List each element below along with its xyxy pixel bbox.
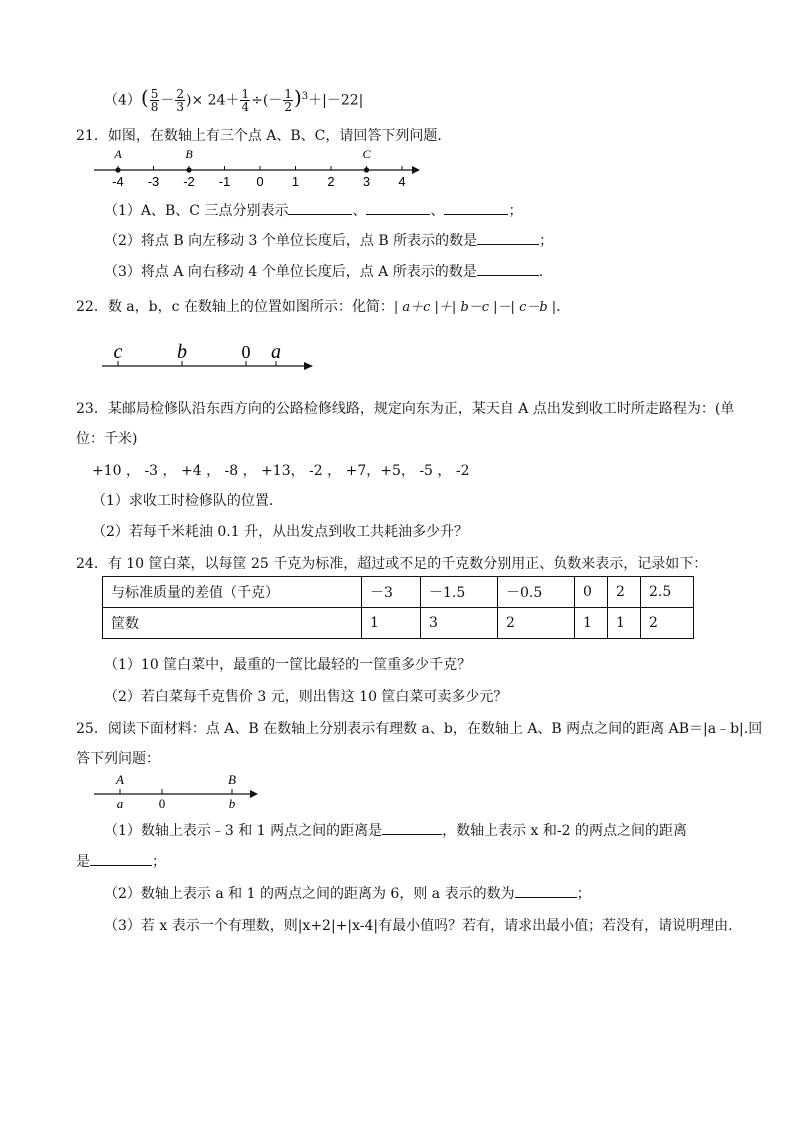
answer-blank[interactable]	[515, 883, 577, 898]
punct: ；	[539, 233, 554, 249]
fraction	[283, 88, 293, 114]
q20-4-label: （4）	[104, 92, 141, 109]
q21-sub2-text: （2）将点 B 向左移动 3 个单位长度后，点 B 所表示的数是	[104, 233, 478, 249]
tick-label: -1	[218, 174, 231, 188]
frac-num: 1	[284, 86, 292, 101]
point-label-C: C	[362, 147, 371, 161]
answer-blank[interactable]	[477, 230, 539, 245]
q21-sub3	[104, 261, 543, 281]
table-cell: 2	[498, 608, 575, 639]
paren-close: )	[293, 85, 302, 110]
answer-blank[interactable]	[382, 820, 442, 835]
q25-sub3: （3）若 x 表示一个有理数，则|x+2|+|x-4|有最小值吗？若有，请求出最小值；若没有，请说明理由.	[104, 918, 733, 934]
point-B	[186, 167, 191, 172]
point-C	[364, 167, 369, 172]
tick-label: 0	[256, 174, 264, 188]
q25-number-line	[92, 770, 262, 810]
q24-sub1: （1）10 筐白菜中，最重的一筐比最轻的一筐重多少千克？	[104, 657, 472, 673]
answer-blank[interactable]	[288, 200, 352, 215]
point-label-A: A	[114, 147, 122, 161]
tick-label: -3	[147, 174, 160, 188]
tick-label: -2	[183, 174, 195, 188]
punct: .	[538, 264, 544, 280]
label-c: c	[113, 341, 123, 363]
table-cell: －3	[362, 577, 421, 608]
label-a: a	[116, 796, 124, 810]
frac-den: 8	[150, 100, 159, 115]
q25-sub1-cont	[76, 851, 166, 871]
answer-blank[interactable]	[477, 261, 539, 276]
q25-sub1	[104, 820, 687, 840]
answer-blank[interactable]	[90, 851, 152, 866]
times-24: )× 24＋	[186, 92, 240, 109]
q21-sub3-text: （3）将点 A 向右移动 4 个单位长度后，点 A 所表示的数是	[104, 264, 477, 280]
q22-number-line	[100, 336, 315, 376]
q24-sub2: （2）若白菜每千克售价 3 元，则出售这 10 筐白菜可卖多少元？	[104, 689, 508, 705]
abs-term: ＋|－22|	[308, 92, 364, 109]
frac-num: 5	[150, 86, 159, 101]
answer-blank[interactable]	[366, 200, 430, 215]
q23-line2: 位：千米)	[76, 431, 138, 447]
frac-den: 2	[284, 100, 292, 115]
table-cell: 2	[608, 577, 641, 608]
tick-label: 4	[398, 174, 406, 188]
q25-line2: 答下列问题：	[76, 751, 160, 767]
q20-4-expression	[104, 82, 364, 115]
punct: ．	[556, 299, 571, 315]
tick-label: 2	[327, 174, 335, 188]
exponent: 3	[301, 91, 309, 102]
paren-open: (	[140, 85, 149, 110]
q23-sub1: （1）求收工时检修队的位置.	[92, 493, 274, 509]
tick-label: 1	[291, 174, 300, 188]
label-A: A	[116, 772, 124, 787]
table-row	[103, 608, 694, 639]
label-B: B	[228, 772, 236, 787]
separator: 、	[430, 203, 445, 219]
q23-sub2: （2）若每千米耗油 0.1 升，从出发点到收工共耗油多少升？	[92, 524, 469, 540]
point-label-B: B	[185, 147, 193, 161]
punct: ；	[152, 854, 166, 870]
axis-arrow	[304, 362, 313, 370]
q25-sub1-text3: 是	[76, 854, 90, 870]
q22-text: 22．数 a，b，c 在数轴上的位置如图所示：化简：	[76, 299, 394, 315]
label-b: b	[228, 796, 236, 810]
punct: ；	[508, 203, 523, 219]
fraction	[240, 88, 250, 114]
table-cell: －0.5	[498, 577, 575, 608]
label-zero: 0	[241, 342, 251, 362]
frac-num: 2	[176, 86, 185, 101]
punct: ；	[576, 886, 591, 902]
table-cell: 2.5	[641, 577, 694, 608]
answer-blank[interactable]	[444, 200, 508, 215]
divide-sign: ÷(－	[251, 92, 283, 109]
axis-arrow	[412, 166, 420, 174]
table-cell: －1.5	[421, 577, 498, 608]
axis-arrow	[250, 790, 258, 798]
table-cell: 1	[362, 608, 421, 639]
frac-den: 3	[176, 100, 185, 115]
q22-title	[76, 296, 570, 316]
q21-sub1	[104, 200, 522, 220]
fraction	[175, 88, 185, 114]
label-a: a	[271, 341, 281, 363]
q21-title: 21．如图，在数轴上有三个点 A、B、C，请回答下列问题.	[76, 128, 442, 144]
q21-number-line	[90, 146, 420, 188]
q25-sub1-text: （1）数轴上表示﹣3 和 1 两点之间的距离是	[104, 823, 383, 839]
minus-sign: －	[160, 92, 175, 109]
table-cell: 0	[575, 577, 608, 608]
q25-sub2-text: （2）数轴上表示 a 和 1 的两点之间的距离为 6，则 a 表示的数为	[104, 886, 515, 902]
tick-label: 3	[362, 174, 371, 188]
q22-expression: | a＋c |＋| b－c |－| c－b |	[393, 300, 557, 315]
q25-sub2	[104, 883, 591, 903]
table-cell: 1	[608, 608, 641, 639]
frac-den: 4	[241, 100, 250, 115]
q23-values: +10 ， -3 ， +4 ， -8 ， +13， -2 ， +7，+5， -5 ， -2	[92, 463, 470, 479]
q25-sub1-text2: ，数轴上表示 x 和-2 的两点之间的距离	[442, 823, 687, 839]
point-A	[115, 167, 120, 172]
q24-table	[102, 576, 694, 639]
table-header-cell: 筐数	[103, 608, 362, 639]
q21-sub1-text: （1）A、B、C 三点分别表示	[104, 203, 289, 219]
fraction	[150, 88, 160, 114]
label-zero: 0	[158, 796, 166, 810]
axis-ticks	[112, 147, 405, 188]
table-row	[103, 577, 694, 608]
q25-line1: 25．阅读下面材料：点 A、B 在数轴上分别表示有理数 a、b，在数轴上 A、B 两点之间的距离 AB＝|a﹣b|.回	[76, 721, 763, 737]
table-cell: 2	[641, 608, 694, 639]
separator: 、	[352, 203, 367, 219]
frac-num: 1	[241, 86, 250, 101]
table-cell: 1	[575, 608, 608, 639]
table-header-cell: 与标准质量的差值（千克）	[103, 577, 362, 608]
q23-line1: 23．某邮局检修队沿东西方向的公路检修线路，规定向东为正，某天自 A 点出发到收工时所走路程为：(单	[76, 401, 735, 417]
q21-sub2	[104, 230, 553, 250]
q24-title: 24．有 10 筐白菜，以每筐 25 千克为标准，超过或不足的千克数分别用正、负数来表示，记录如下：	[76, 556, 708, 572]
table-cell: 3	[421, 608, 498, 639]
tick-label: -4	[112, 174, 124, 188]
label-b: b	[177, 341, 187, 363]
